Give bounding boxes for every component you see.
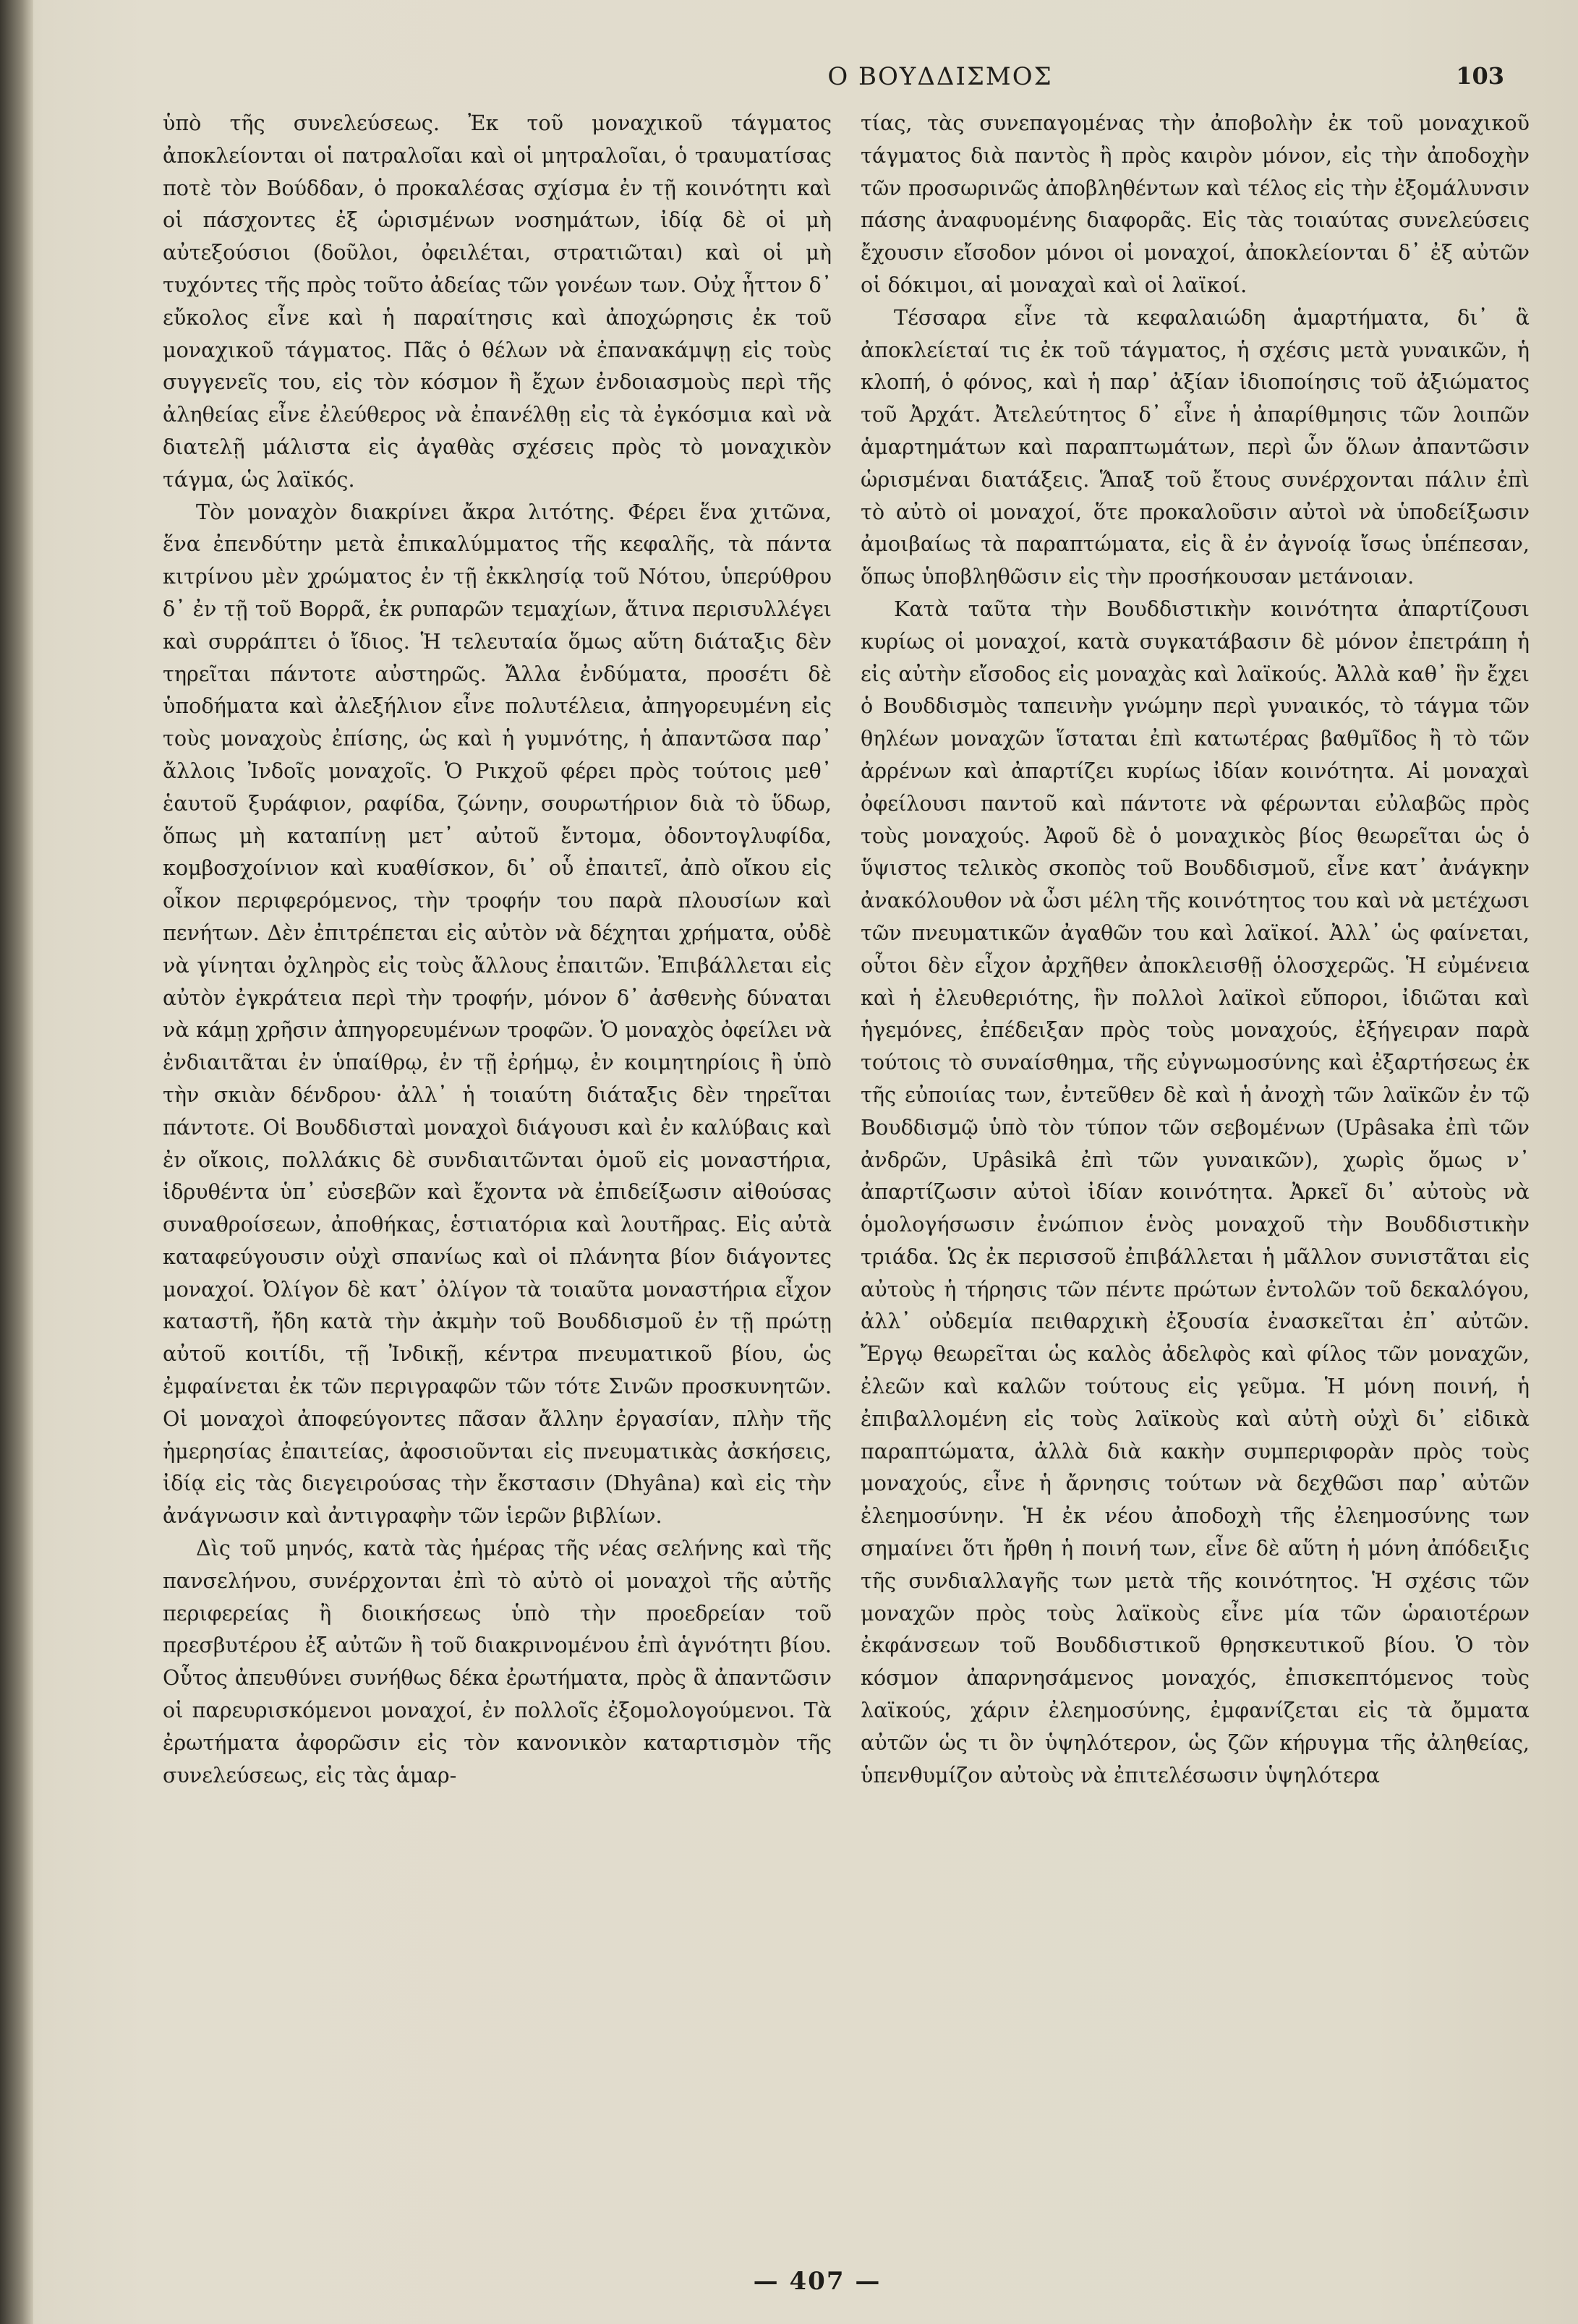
page-header [145, 58, 1504, 101]
page-number: 103 [1456, 62, 1504, 90]
right-paragraph-2: Τέσσαρα εἶνε τὰ κεφαλαιώδη ἁμαρτήματα, δι᾽ ἃ ἀποκλείεταί τις ἐκ τοῦ τάγματος, ἡ σχέσις μετὰ γυναικῶν, ἡ κλοπή, ὁ φόνος, καὶ ἡ παρ᾽ ἀξίαν ἰδιοποίησις τοῦ ἀξιώματος τοῦ Ἀρχάτ. Ἀτελεύτητος δ᾽ εἶνε ἡ ἀπαρίθμησις τῶν λοιπῶν ἁμαρτημάτων καὶ παραπτωμάτων, περὶ ὧν ὅλων ἀπαντῶσιν ὡρισμέναι διατάξεις. Ἅπαξ τοῦ ἔτους συνέρχονται πάλιν ἐπὶ τὸ αὐτὸ οἱ μοναχοί, ὅτε προκαλοῦσιν αὐτοὶ νὰ ὑποδείξωσιν ἀμοιβαίως τὰ παραπτώματα, εἰς ἃ ἐν ἀγνοίᾳ ἴσως ὑπέπεσαν, ὅπως ὑποβληθῶσιν εἰς τὴν προσήκουσαν μετάνοιαν. [861, 304, 1530, 589]
left-paragraph-2: Τὸν μοναχὸν διακρίνει ἄκρα λιτότης. Φέρει ἕνα χιτῶνα, ἕνα ἐπενδύτην μετὰ ἐπικαλύμματος τῆς κεφαλῆς, τὰ πάντα κιτρίνου μὲν χρώματος ἐν τῇ ἐκκλησίᾳ τοῦ Νότου, ὑπερύθρου δ᾽ ἐν τῇ τοῦ Βορρᾶ, ἐκ ρυπαρῶν τεμαχίων, ἅτινα περισυλλέγει καὶ συρράπτει ὁ ἴδιος. Ἡ τελευταία ὅμως αὕτη διάταξις δὲν τηρεῖται πάντοτε αὐστηρῶς. Ἄλλα ἐνδύματα, προσέτι δὲ ὑποδήματα καὶ ἀλεξήλιον εἶνε πολυτέλεια, ἀπηγορευμένη εἰς τοὺς μοναχοὺς ἐπίσης, ὡς καὶ ἡ γυμνότης, ἡ ἀπαντῶσα παρ᾽ ἄλλοις Ἰνδοῖς μοναχοῖς. Ὁ Ρικχοῦ φέρει πρὸς τούτοις μεθ᾽ ἑαυτοῦ ξυράφιον, ραφίδα, ζώνην, σουρωτήριον διὰ τὸ ὕδωρ, ὅπως μὴ καταπίνῃ μετ᾽ αὐτοῦ ἔντομα, ὀδοντογλυφίδα, κομβοσχοίνιον καὶ κυαθίσκον, δι᾽ οὗ ἐπαιτεῖ, ἀπὸ οἴκου εἰς οἶκον περιφερόμενος, τὴν τροφήν του παρὰ πλουσίων καὶ πενήτων. Δὲν ἐπιτρέπεται εἰς αὐτὸν νὰ δέχηται χρήματα, οὐδὲ νὰ γίνηται ὀχληρὸς εἰς τοὺς ἄλλους ἐπαιτῶν. Ἐπιβάλλεται εἰς αὐτὸν ἐγκράτεια περὶ τὴν τροφήν, μόνον δ᾽ ἀσθενὴς δύναται νὰ κάμῃ χρῆσιν ἀπηγορευμένων τροφῶν. Ὁ μοναχὸς ὀφείλει νὰ ἐνδιαιτᾶται ἐν ὑπαίθρῳ, ἐν τῇ ἐρήμῳ, ἐν κοιμητηρίοις ἢ ὑπὸ τὴν σκιὰν δένδρου· ἀλλ᾽ ἡ τοιαύτη διάταξις δὲν τηρεῖται πάντοτε. Οἱ Βουδδισταὶ μοναχοὶ διάγουσι καὶ ἐν καλύβαις καὶ ἐν οἴκοις, πολλάκις δὲ συνδιαιτῶνται ὁμοῦ εἰς μοναστήρια, ἱδρυθέντα ὑπ᾽ εὐσεβῶν καὶ ἔχοντα νὰ ἐπιδείξωσιν αἰθούσας συναθροίσεων, ἀποθήκας, ἑστιατόρια καὶ λουτῆρας. Εἰς αὐτὰ καταφεύγουσιν οὐχὶ σπανίως καὶ οἱ πλάνητα βίον διάγοντες μοναχοί. Ὀλίγον δὲ κατ᾽ ὀλίγον τὰ τοιαῦτα μοναστήρια εἶχον καταστῆ, ἤδη κατὰ τὴν ἀκμὴν τοῦ Βουδδισμοῦ ἐν τῇ πρώτῃ αὐτοῦ κοιτίδι, τῇ Ἰνδικῇ, κέντρα πνευματικοῦ βίου, ὡς ἐμφαίνεται ἐκ τῶν περιγραφῶν τῶν τότε Σινῶν προσκυνητῶν. Οἱ μοναχοὶ ἀποφεύγοντες πᾶσαν ἄλλην ἐργασίαν, πλὴν τῆς ἡμερησίας ἐπαιτείας, ἀφοσιοῦνται εἰς πνευματικὰς ἀσκήσεις, ἰδίᾳ εἰς τὰς διεγειρούσας τὴν ἔκστασιν (Dhyâna) καὶ εἰς τὴν ἀνάγνωσιν καὶ ἀντιγραφὴν τῶν ἱερῶν βιβλίων. [163, 499, 832, 1529]
right-paragraph-1: τίας, τὰς συνεπαγομένας τὴν ἀποβολὴν ἐκ τοῦ μοναχικοῦ τάγματος διὰ παντὸς ἢ πρὸς καιρὸν μόνον, εἰς τὴν ἀποδοχὴν τῶν προσωρινῶς ἀποβληθέντων καὶ τέλος εἰς τὴν ἐξομάλυνσιν πάσης ἀναφυομένης διαφορᾶς. Εἰς τὰς τοιαύτας συνελεύσεις ἔχουσιν εἴσοδον μόνοι οἱ μοναχοί, ἀποκλείονται δ᾽ ἐξ αὐτῶν οἱ δόκιμοι, αἱ μοναχαὶ καὶ οἱ λαϊκοί. [861, 111, 1530, 297]
left-paragraph-3: Δὶς τοῦ μηνός, κατὰ τὰς ἡμέρας τῆς νέας σελήνης καὶ τῆς πανσελήνου, συνέρχονται ἐπὶ τὸ αὐτὸ οἱ μοναχοὶ τῆς αὐτῆς περιφερείας ἢ διοικήσεως ὑπὸ τὴν προεδρείαν τοῦ πρεσβυτέρου ἐξ αὐτῶν ἢ τοῦ διακρινομένου ἐπὶ ἁγνότητι βίου. Οὗτος ἀπευθύνει συνήθως δέκα ἐρωτήματα, πρὸς ἃ ἀπαντῶσιν οἱ παρευρισκόμενοι μοναχοί, ἐν πολλοῖς ἐξομολογούμενοι. Τὰ ἐρωτήματα ἀφορῶσιν εἰς τὸν κανονικὸν καταρτισμὸν τῆς συνελεύσεως, εἰς τὰς ἁμαρ- [163, 1536, 832, 1787]
left-column [163, 107, 832, 2269]
folio-number: — 407 — [753, 2267, 882, 2296]
book-gutter-shadow [0, 0, 33, 2324]
running-head: Ο ΒΟΥΔΔΙΣΜΟΣ [827, 62, 1053, 91]
left-paragraph-1: ὑπὸ τῆς συνελεύσεως. Ἐκ τοῦ μοναχικοῦ τάγματος ἀποκλείονται οἱ πατραλοῖαι καὶ οἱ μητραλοῖαι, ὁ τραυματίσας ποτὲ τὸν Βούδδαν, ὁ προκαλέσας σχίσμα ἐν τῇ κοινότητι καὶ οἱ πάσχοντες ἐξ ὡρισμένων νοσημάτων, ἰδίᾳ δὲ οἱ μὴ αὐτεξούσιοι (δοῦλοι, ὀφειλέται, στρατιῶται) καὶ οἱ μὴ τυχόντες τῆς πρὸς τοῦτο ἀδείας τῶν γονέων των. Οὐχ ἧττον δ᾽ εὔκολος εἶνε καὶ ἡ παραίτησις καὶ ἀποχώρησις ἐκ τοῦ μοναχικοῦ τάγματος. Πᾶς ὁ θέλων νὰ ἐπανακάμψῃ εἰς τοὺς συγγενεῖς του, εἰς τὸν κόσμον ἢ ἔχων ἐνδοιασμοὺς περὶ τῆς ἀληθείας εἶνε ἐλεύθερος νὰ ἐπανέλθῃ εἰς τὰ ἐγκόσμια καὶ νὰ διατελῇ μάλιστα εἰς ἀγαθὰς σχέσεις πρὸς τὸ μοναχικὸν τάγμα, ὡς λαϊκός. [163, 111, 832, 492]
right-column [861, 107, 1530, 2269]
right-paragraph-3: Κατὰ ταῦτα τὴν Βουδδιστικὴν κοινότητα ἀπαρτίζουσι κυρίως οἱ μοναχοί, κατὰ συγκατάβασιν δὲ μόνον ἐπετράπη ἡ εἰς αὐτὴν εἴσοδος εἰς μοναχὰς καὶ λαϊκούς. Ἀλλὰ καθ᾽ ἣν ἔχει ὁ Βουδδισμὸς ταπεινὴν γνώμην περὶ γυναικός, τὸ τάγμα τῶν θηλέων μοναχῶν ἵσταται ἐπὶ κατωτέρας βαθμῖδος ἢ τὸ τῶν ἀρρένων καὶ ἀπαρτίζει κυρίως ἰδίαν κοινότητα. Αἱ μοναχαὶ ὀφείλουσι παντοῦ καὶ πάντοτε νὰ φέρωνται εὐλαβῶς πρὸς τοὺς μοναχούς. Ἀφοῦ δὲ ὁ μοναχικὸς βίος θεωρεῖται ὡς ὁ ὕψιστος τελικὸς σκοπὸς τοῦ Βουδδισμοῦ, εἶνε κατ᾽ ἀνάγκην ἀνακόλουθον νὰ ὦσι μέλη τῆς κοινότητος του καὶ νὰ μετέχωσι τῶν πνευματικῶν ἀγαθῶν του καὶ λαϊκοί. Ἀλλ᾽ ὡς φαίνεται, οὗτοι δὲν εἶχον ἀρχῆθεν ἀποκλεισθῇ ὁλοσχερῶς. Ἡ εὐμένεια καὶ ἡ ἐλευθεριότης, ἣν πολλοὶ λαϊκοὶ εὔποροι, ἰδιῶται καὶ ἡγεμόνες, ἐπέδειξαν πρὸς τοὺς μοναχούς, ἐξήγειραν παρὰ τούτοις τὸ συναίσθημα, τῆς εὐγνωμοσύνης καὶ ἐξαρτήσεως ἐκ τῆς εὐποιίας των, ἐντεῦθεν δὲ καὶ ἡ ἀνοχὴ τῶν λαϊκῶν ἐν τῷ Βουδδισμῷ ὑπὸ τὸν τύπον τῶν σεβομένων (Upâsaka ἐπὶ τῶν ἀνδρῶν, Upâsikâ ἐπὶ τῶν γυναικῶν), χωρὶς ὅμως ν᾽ ἀπαρτίζωσιν αὐτοὶ ἰδίαν κοινότητα. Ἀρκεῖ δι᾽ αὐτοὺς νὰ ὁμολογήσωσιν ἐνώπιον ἑνὸς μοναχοῦ τὴν Βουδδιστικὴν τριάδα. Ὡς ἐκ περισσοῦ ἐπιβάλλεται ἡ μᾶλλον συνιστᾶται εἰς αὐτοὺς ἡ τήρησις τῶν πέντε πρώτων ἐντολῶν τοῦ δεκαλόγου, ἀλλ᾽ οὐδεμία πειθαρχικὴ ἐξουσία ἐνασκεῖται ἐπ᾽ αὐτῶν. Ἔργῳ θεωρεῖται ὡς καλὸς ἀδελφὸς καὶ φίλος τῶν μοναχῶν, ἐλεῶν καὶ καλῶν τούτους εἰς γεῦμα. Ἡ μόνη ποινή, ἡ ἐπιβαλλομένη εἰς τοὺς λαϊκοὺς καὶ αὐτὴ οὐχὶ δι᾽ εἰδικὰ παραπτώματα, ἀλλὰ διὰ κακὴν συμπεριφορὰν πρὸς τοὺς μοναχούς, εἶνε ἡ ἄρνησις τούτων νὰ δεχθῶσι παρ᾽ αὐτῶν ἐλεημοσύνην. Ἡ ἐκ νέου ἀποδοχὴ τῆς ἐλεημοσύνης των σημαίνει ὅτι ἤρθη ἡ ποινή των, εἶνε δὲ αὕτη ἡ μόνη ἀπόδειξις τῆς συνδιαλλαγῆς των μετὰ τῆς κοινότητος. Ἡ σχέσις τῶν μοναχῶν πρὸς τοὺς λαϊκοὺς εἶνε μία τῶν ὡραιοτέρων ἐκφάνσεων τοῦ Βουδδιστικοῦ θρησκευτικοῦ βίου. Ὁ τὸν κόσμον ἀπαρνησάμενος μοναχός, ἐπισκεπτόμενος τοὺς λαϊκούς, χάριν ἐλεημοσύνης, ἐμφανίζεται εἰς τὰ ὄμματα αὐτῶν ὡς τι ὂν ὑψηλότερον, ὡς ζῶν κήρυγμα τῆς ἀληθείας, ὑπενθυμίζον αὐτοὺς νὰ ἐπιτελέσωσιν ὑψηλότερα [861, 596, 1530, 1787]
